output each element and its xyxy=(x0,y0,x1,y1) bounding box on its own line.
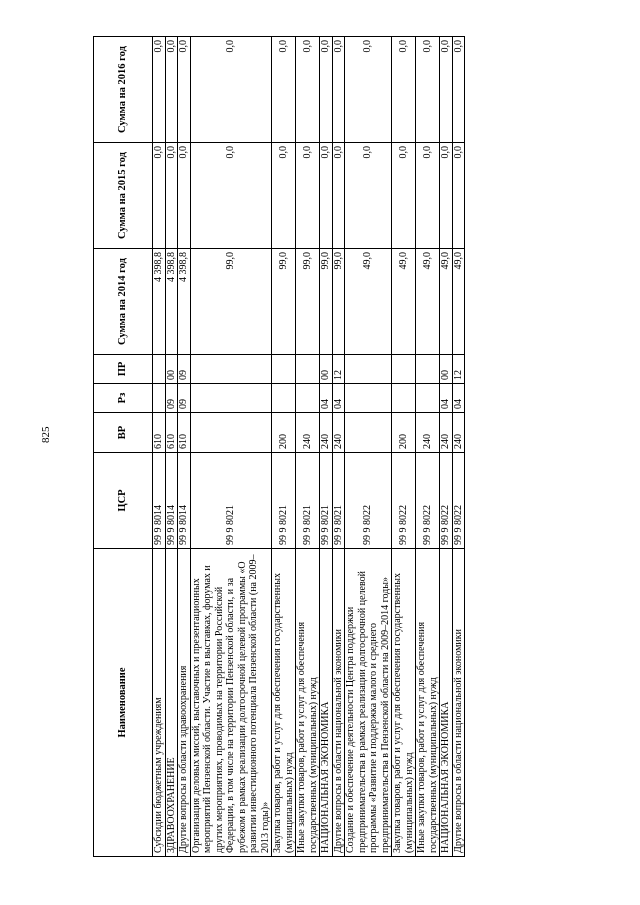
cell-name: Другие вопросы в области национальной экономики xyxy=(332,549,345,857)
cell-pr: 00 xyxy=(320,355,333,384)
cell-pr: 09 xyxy=(178,355,191,384)
cell-name: Создание и обеспечение деятельности Центра поддержки предпринимательства в рамках реализации долгосрочной целевой программы «Развитие и поддержка малого и среднего предпринимательства в Пензенской области на 2009–2014 годы» xyxy=(345,549,392,857)
cell-name: НАЦИОНАЛЬНАЯ ЭКОНОМИКА xyxy=(440,549,453,857)
cell-rz: 09 xyxy=(178,384,191,413)
cell-csr: 99 9 8014 xyxy=(153,453,166,549)
cell-sum-2015: 0,0 xyxy=(153,143,166,249)
cell-sum-2016: 0,0 xyxy=(345,37,392,143)
cell-vr xyxy=(345,413,392,453)
header-sum-2016: Сумма на 2016 год xyxy=(94,37,153,143)
cell-sum-2015: 0,0 xyxy=(452,143,465,249)
cell-vr: 610 xyxy=(178,413,191,453)
cell-rz xyxy=(272,384,296,413)
cell-sum-2016: 0,0 xyxy=(332,37,345,143)
cell-vr: 240 xyxy=(296,413,320,453)
cell-rz xyxy=(392,384,416,413)
cell-name: Иные закупки товаров, работ и услуг для обеспечения государственных (муниципальных) нужд xyxy=(296,549,320,857)
cell-pr xyxy=(190,355,272,384)
header-rz: Рз xyxy=(94,384,153,413)
cell-rz xyxy=(153,384,166,413)
table-row xyxy=(440,37,453,857)
cell-sum-2015: 0,0 xyxy=(332,143,345,249)
cell-sum-2015: 0,0 xyxy=(440,143,453,249)
cell-sum-2016: 0,0 xyxy=(440,37,453,143)
cell-name: ЗДРАВООХРАНЕНИЕ xyxy=(165,549,178,857)
cell-sum-2014: 49,0 xyxy=(392,249,416,355)
table-row xyxy=(345,37,392,857)
cell-sum-2015: 0,0 xyxy=(320,143,333,249)
cell-sum-2015: 0,0 xyxy=(190,143,272,249)
cell-csr: 99 9 8021 xyxy=(272,453,296,549)
cell-sum-2015: 0,0 xyxy=(178,143,191,249)
cell-sum-2016: 0,0 xyxy=(190,37,272,143)
cell-sum-2015: 0,0 xyxy=(345,143,392,249)
cell-rz: 04 xyxy=(320,384,333,413)
cell-vr: 610 xyxy=(153,413,166,453)
cell-rz xyxy=(190,384,272,413)
header-csr: ЦСР xyxy=(94,453,153,549)
table-row xyxy=(272,37,296,857)
cell-vr: 240 xyxy=(416,413,440,453)
cell-pr: 00 xyxy=(440,355,453,384)
table-row xyxy=(190,37,272,857)
cell-sum-2016: 0,0 xyxy=(452,37,465,143)
cell-sum-2015: 0,0 xyxy=(165,143,178,249)
cell-sum-2014: 4 398,8 xyxy=(165,249,178,355)
cell-pr: 12 xyxy=(332,355,345,384)
cell-pr xyxy=(392,355,416,384)
header-row xyxy=(94,37,153,857)
cell-vr: 610 xyxy=(165,413,178,453)
cell-pr: 00 xyxy=(165,355,178,384)
cell-sum-2016: 0,0 xyxy=(178,37,191,143)
table-body xyxy=(153,37,465,857)
cell-csr: 99 9 8022 xyxy=(452,453,465,549)
table-row xyxy=(332,37,345,857)
cell-sum-2014: 4 398,8 xyxy=(178,249,191,355)
cell-vr: 200 xyxy=(392,413,416,453)
cell-rz xyxy=(296,384,320,413)
cell-vr: 200 xyxy=(272,413,296,453)
cell-vr: 240 xyxy=(332,413,345,453)
cell-csr: 99 9 8021 xyxy=(190,453,272,549)
cell-pr: 12 xyxy=(452,355,465,384)
cell-csr: 99 9 8022 xyxy=(440,453,453,549)
page-number: 825 xyxy=(40,426,52,443)
cell-rz xyxy=(345,384,392,413)
cell-sum-2015: 0,0 xyxy=(296,143,320,249)
cell-csr: 99 9 8022 xyxy=(345,453,392,549)
cell-sum-2014: 49,0 xyxy=(345,249,392,355)
cell-pr xyxy=(416,355,440,384)
rotated-page xyxy=(93,37,533,857)
header-sum-2015: Сумма на 2015 год xyxy=(94,143,153,249)
cell-csr: 99 9 8021 xyxy=(332,453,345,549)
cell-rz: 04 xyxy=(332,384,345,413)
budget-table xyxy=(93,36,465,857)
cell-rz: 04 xyxy=(452,384,465,413)
cell-name: Субсидии бюджетным учреждениям xyxy=(153,549,166,857)
cell-csr: 99 9 8021 xyxy=(320,453,333,549)
cell-name: Другие вопросы в области здравоохранения xyxy=(178,549,191,857)
cell-sum-2014: 99,0 xyxy=(272,249,296,355)
cell-sum-2014: 99,0 xyxy=(320,249,333,355)
cell-name: Организация деловых миссий, выставочных и презентационных мероприятий Пензенской области. Участие в выставках, форумах и других мероприятиях, проводимых на территории Российской Федерации, в том числе на территории Пензенской области, и за рубежом в рамках реализации долгосрочной целевой программы «О развитии инвестиционного потенциала Пензенской области (на 2009–2013 годы)» xyxy=(190,549,272,857)
cell-rz: 04 xyxy=(440,384,453,413)
table-row xyxy=(392,37,416,857)
cell-sum-2014: 49,0 xyxy=(416,249,440,355)
header-pr: ПР xyxy=(94,355,153,384)
table-row xyxy=(153,37,166,857)
cell-csr: 99 9 8014 xyxy=(165,453,178,549)
cell-sum-2016: 0,0 xyxy=(165,37,178,143)
table-row xyxy=(320,37,333,857)
cell-sum-2016: 0,0 xyxy=(153,37,166,143)
cell-csr: 99 9 8014 xyxy=(178,453,191,549)
cell-name: Закупка товаров, работ и услуг для обеспечения государственных (муниципальных) нужд xyxy=(392,549,416,857)
cell-name: Другие вопросы в области национальной экономики xyxy=(452,549,465,857)
cell-sum-2015: 0,0 xyxy=(272,143,296,249)
cell-vr: 240 xyxy=(440,413,453,453)
cell-pr xyxy=(272,355,296,384)
cell-name: Иные закупки товаров, работ и услуг для обеспечения государственных (муниципальных) нужд xyxy=(416,549,440,857)
cell-rz xyxy=(416,384,440,413)
cell-sum-2016: 0,0 xyxy=(296,37,320,143)
header-name: Наименование xyxy=(94,549,153,857)
cell-sum-2014: 99,0 xyxy=(296,249,320,355)
table-row xyxy=(165,37,178,857)
header-sum-2014: Сумма на 2014 год xyxy=(94,249,153,355)
cell-name: Закупка товаров, работ и услуг для обеспечения государственных (муниципальных) нужд xyxy=(272,549,296,857)
cell-sum-2014: 99,0 xyxy=(332,249,345,355)
cell-sum-2016: 0,0 xyxy=(272,37,296,143)
cell-sum-2016: 0,0 xyxy=(392,37,416,143)
cell-sum-2015: 0,0 xyxy=(416,143,440,249)
cell-vr: 240 xyxy=(452,413,465,453)
table-row xyxy=(416,37,440,857)
cell-sum-2016: 0,0 xyxy=(320,37,333,143)
cell-sum-2014: 49,0 xyxy=(440,249,453,355)
cell-csr: 99 9 8022 xyxy=(416,453,440,549)
table-row xyxy=(296,37,320,857)
cell-sum-2016: 0,0 xyxy=(416,37,440,143)
cell-csr: 99 9 8021 xyxy=(296,453,320,549)
cell-pr xyxy=(345,355,392,384)
table-row xyxy=(178,37,191,857)
cell-rz: 09 xyxy=(165,384,178,413)
cell-vr: 240 xyxy=(320,413,333,453)
cell-name: НАЦИОНАЛЬНАЯ ЭКОНОМИКА xyxy=(320,549,333,857)
table-row xyxy=(452,37,465,857)
cell-vr xyxy=(190,413,272,453)
cell-pr xyxy=(296,355,320,384)
cell-sum-2014: 49,0 xyxy=(452,249,465,355)
cell-sum-2014: 4 398,8 xyxy=(153,249,166,355)
cell-csr: 99 9 8022 xyxy=(392,453,416,549)
cell-sum-2015: 0,0 xyxy=(392,143,416,249)
header-vr: ВР xyxy=(94,413,153,453)
cell-sum-2014: 99,0 xyxy=(190,249,272,355)
cell-pr xyxy=(153,355,166,384)
